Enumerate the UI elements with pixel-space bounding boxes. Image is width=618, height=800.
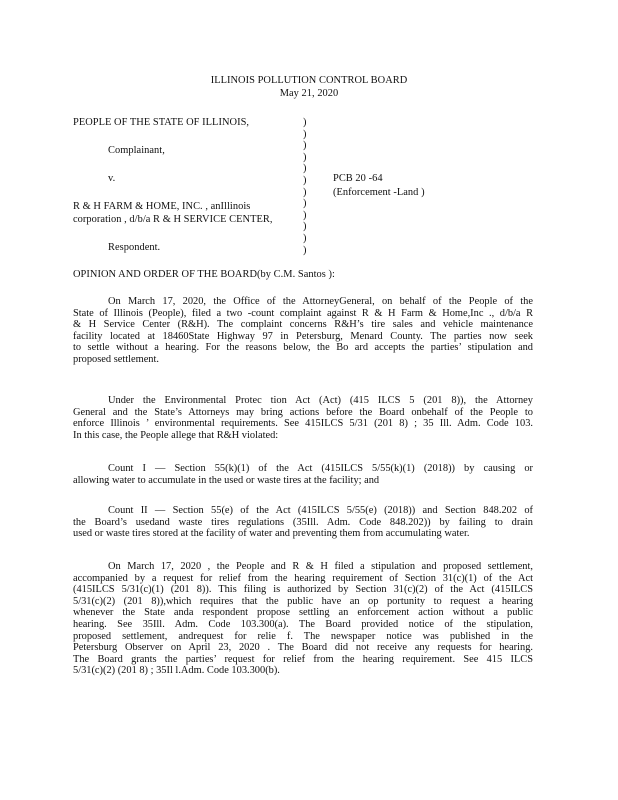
paragraph-stipulation: On March 17, 2020 , the People and R & H filed a stipulation and proposed settlement, accompanied by a request for relief from the hearing requirement of Section 31(c)(1) of the Act (415ILCS 5/31(c)(1) (201 8)). This filing is authorized by Section 31(c)(2) of the Act (415ILCS 5/31(c)(2) (201 8)),which requires that the public have an op portunity to request a hearing whenever the State anda respondent propose settling an enforcement action without a public hearing. See 35Ill. Adm. Code 103.300(a). The Board provided notice of the stipulation, proposed settlement, andrequest for relie f. The newspaper notice was published in the Petersburg Observer on April 23, 2020 . The Board did not receive any requests for hearing. The Board grants the parties’ request for relief from the hearing requirement. See 415 ILCS 5/31(c)(2) (201 8) ; 35Il l.Adm. Code 103.300(b).	[73, 561, 533, 677]
agency-title: ILLINOIS POLLUTION CONTROL BOARD	[210, 75, 408, 86]
paragraph-authority: Under the Environmental Protec tion Act (Act) (415 ILCS 5 (201 8)), the Attorney General and the State’s Attorneys may bring actions before the Board onbehalf of the People to enforce Illinois ’ environmental requirements. See 415ILCS 5/31 (201 8) ; 35 Ill. Adm. Code 103. In this case, the People allege that R&H violated:	[73, 395, 533, 441]
paragraph-count-one: Count I — Section 55(k)(1) of the Act (415ILCS 5/55(k)(1) (2018)) by causing or allowing water to accumulate in the used or waste tires at the facility; and	[73, 463, 533, 486]
case-number: PCB 20 -64	[333, 173, 383, 184]
opinion-date: May 21, 2020	[279, 88, 339, 99]
case-type: (Enforcement -Land )	[333, 187, 425, 198]
paragraph-count-two: Count II — Section 55(e) of the Act (415ILCS 5/55(e) (2018)) and Section 848.202 of the Board’s usedand waste tires regulations (35Ill. Adm. Code 848.202)) by failing to drain used or waste tires stored at the facility of water and preventing them from accumulating water.	[73, 505, 533, 540]
opinion-heading: OPINION AND ORDER OF THE BOARD(by C.M. Santos ):	[73, 269, 335, 280]
caption-plaintiff: PEOPLE OF THE STATE OF ILLINOIS,	[73, 117, 250, 128]
caption-defendant-line1: R & H FARM & HOME, INC. , anIllinois	[73, 201, 251, 212]
paragraph-intro: On March 17, 2020, the Office of the AttorneyGeneral, on behalf of the People of the State of Illinois (People), filed a two -count complaint against R & H Farm & Home,Inc ., d/b/a R & H Service Center (R&H). The complaint concerns R&H’s tire sales and vehicle maintenance facility located at 18460State Highway 97 in Petersburg, Menard County. The parties now seek to settle without a hearing. For the reasons below, the Bo ard accepts the parties’ stipulation and proposed settlement.	[73, 296, 533, 365]
caption-respondent: Respondent.	[108, 242, 161, 253]
caption-versus: v.	[108, 173, 116, 184]
caption-parentheses: ) ) ) ) ) ) ) ) ) ) ) )	[303, 117, 307, 256]
caption-defendant-line2: corporation , d/b/a R & H SERVICE CENTER,	[73, 214, 273, 225]
caption-complainant: Complainant,	[108, 145, 165, 156]
